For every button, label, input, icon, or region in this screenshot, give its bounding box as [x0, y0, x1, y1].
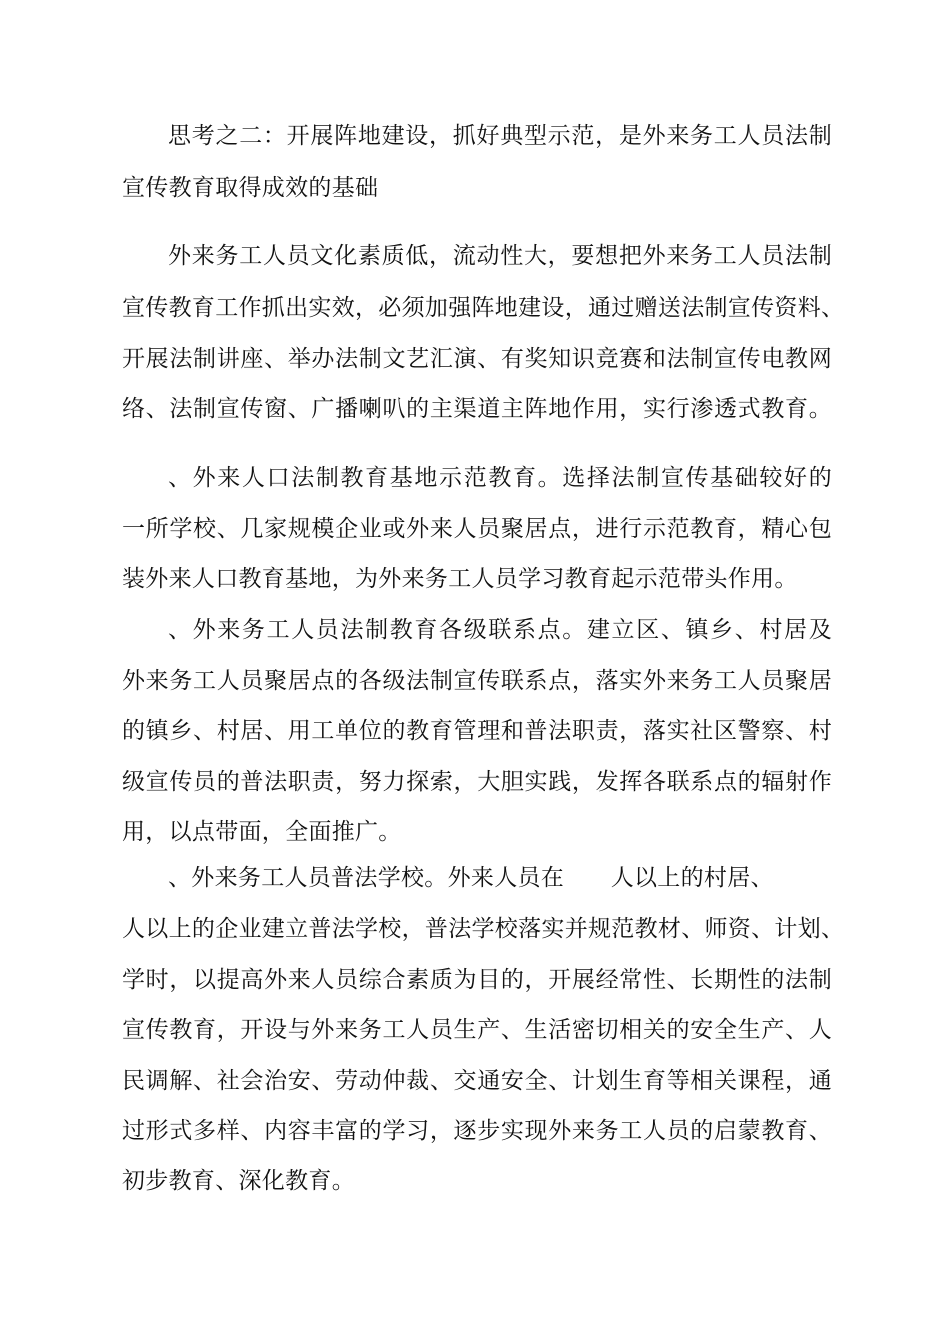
heading-line: 宣传教育取得成效的基础 [122, 175, 379, 201]
paragraph-line: 装外来人口教育基地，为外来务工人员学习教育起示范带头作用。 [122, 566, 798, 592]
paragraph-line: 一所学校、几家规模企业或外来人员聚居点，进行示范教育，精心包 [122, 516, 832, 542]
paragraph-line: 宣传教育工作抓出实效，必须加强阵地建设，通过赠送法制宣传资料、 [122, 295, 845, 321]
paragraph-line: 民调解、社会治安、劳动仲裁、交通安全、计划生育等相关课程，通 [122, 1068, 832, 1094]
paragraph-line: 开展法制讲座、举办法制文艺汇演、有奖知识竞赛和法制宣传电教网 [122, 346, 832, 372]
paragraph-line: 、外来务工人员法制教育各级联系点。建立区、镇乡、村居及 [168, 617, 832, 643]
paragraph-line: 外来务工人员文化素质低，流动性大，要想把外来务工人员法制 [168, 243, 832, 269]
heading-line: 思考之二：开展阵地建设，抓好典型示范，是外来务工人员法制 [168, 123, 832, 149]
paragraph-line: 、外来务工人员普法学校。外来人员在 人以上的村居、 [168, 865, 774, 891]
paragraph-line: 外来务工人员聚居点的各级法制宣传联系点，落实外来务工人员聚居 [122, 668, 832, 694]
paragraph-line: 级宣传员的普法职责，努力探索，大胆实践，发挥各联系点的辐射作 [122, 769, 832, 795]
paragraph-line: 络、法制宣传窗、广播喇叭的主渠道主阵地作用，实行渗透式教育。 [122, 396, 832, 422]
paragraph-line: 初步教育、深化教育。 [122, 1168, 355, 1194]
paragraph-line: 、外来人口法制教育基地示范教育。选择法制宣传基础较好的 [168, 465, 832, 491]
paragraph-line: 的镇乡、村居、用工单位的教育管理和普法职责，落实社区警察、村 [122, 718, 832, 744]
paragraph-line: 人以上的企业建立普法学校，普法学校落实并规范教材、师资、计划、 [122, 916, 845, 942]
paragraph-line: 用，以点带面，全面推广。 [122, 819, 402, 845]
paragraph-line: 过形式多样、内容丰富的学习，逐步实现外来务工人员的启蒙教育、 [122, 1118, 832, 1144]
paragraph-line: 学时，以提高外来人员综合素质为目的，开展经常性、长期性的法制 [122, 967, 832, 993]
paragraph-line: 宣传教育，开设与外来务工人员生产、生活密切相关的安全生产、人 [122, 1017, 832, 1043]
